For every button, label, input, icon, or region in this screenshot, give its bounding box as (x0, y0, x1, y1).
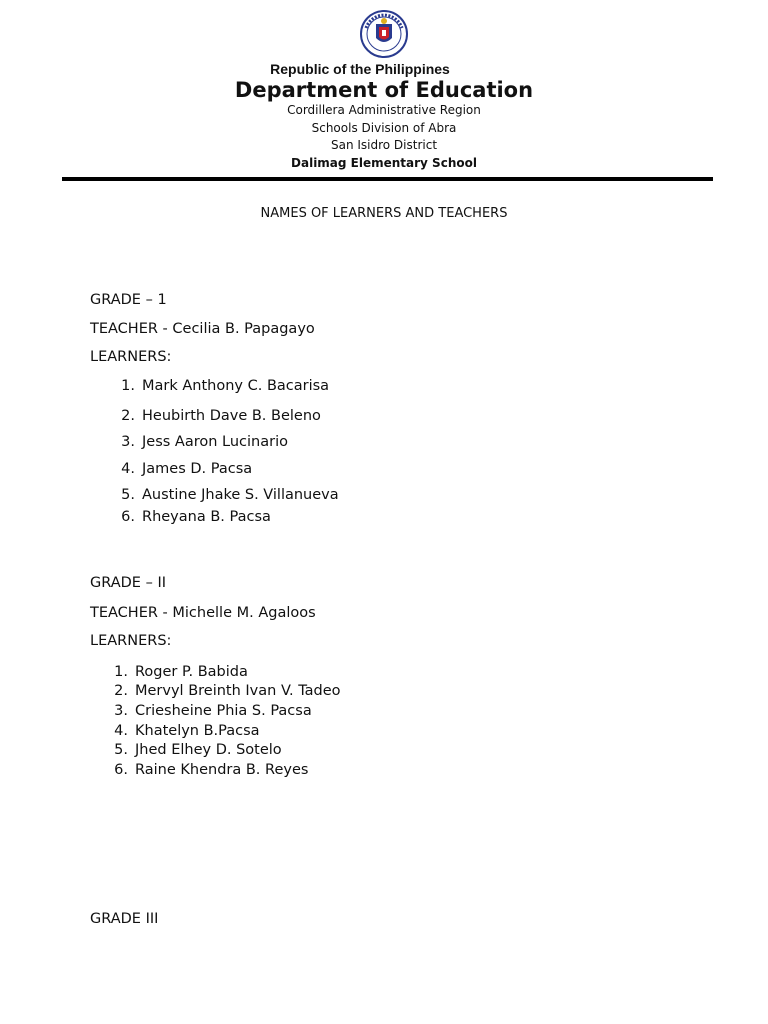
learner-name: Roger P. Babida (135, 664, 248, 680)
learner-name: Khatelyn B.Pacsa (135, 723, 260, 739)
learners-label: LEARNERS: (90, 349, 172, 365)
list-item (108, 742, 282, 758)
header-divider (62, 177, 713, 181)
list-item (115, 461, 252, 477)
learners-label: LEARNERS: (90, 633, 172, 649)
list-item (108, 703, 312, 719)
list-number: 2. (121, 408, 135, 424)
learner-name: Jhed Elhey D. Sotelo (135, 742, 282, 758)
list-number: 6. (114, 762, 128, 778)
grade-heading: GRADE – 1 (90, 292, 167, 308)
list-number: 3. (121, 434, 135, 450)
list-number: 5. (114, 742, 128, 758)
grade-heading: GRADE – II (90, 575, 166, 591)
list-number: 1. (121, 378, 135, 394)
learner-name: Criesheine Phia S. Pacsa (135, 703, 312, 719)
list-item (115, 509, 271, 525)
document-title: NAMES OF LEARNERS AND TEACHERS (260, 206, 508, 221)
learner-name: Jess Aaron Lucinario (142, 434, 288, 450)
learner-name: Rheyana B. Pacsa (142, 509, 271, 525)
list-item (115, 378, 329, 394)
list-number: 6. (121, 509, 135, 525)
learner-name: Mark Anthony C. Bacarisa (142, 378, 330, 394)
list-number: 1. (114, 664, 128, 680)
list-number: 2. (114, 683, 128, 699)
list-number: 4. (114, 723, 128, 739)
district-line: San Isidro District (330, 138, 438, 152)
region-line: Cordillera Administrative Region (287, 103, 481, 117)
list-number: 5. (121, 487, 135, 503)
learner-name: Austine Jhake S. Villanueva (142, 487, 339, 503)
learner-name: James D. Pacsa (142, 461, 253, 477)
learner-name: Heubirth Dave B. Beleno (142, 408, 321, 424)
division-line: Schools Division of Abra (311, 121, 457, 135)
school-name: Dalimag Elementary School (291, 156, 477, 170)
list-number: 4. (121, 461, 135, 477)
list-item (108, 762, 308, 778)
learner-name: Mervyl Breinth Ivan V. Tadeo (135, 683, 341, 699)
list-item (115, 434, 288, 450)
learner-name: Raine Khendra B. Reyes (135, 762, 309, 778)
deped-seal-logo (360, 10, 408, 58)
list-item (108, 664, 248, 680)
teacher-line: TEACHER - Michelle M. Agaloos (90, 605, 316, 621)
teacher-line: TEACHER - Cecilia B. Papagayo (90, 321, 315, 337)
list-item (108, 723, 260, 739)
list-number: 3. (114, 703, 128, 719)
list-item (108, 683, 341, 699)
republic-heading: Republic of the Philippines (270, 61, 450, 77)
department-heading: Department of Education (234, 78, 534, 102)
grade-heading: GRADE III (90, 911, 159, 927)
list-item (115, 487, 339, 503)
list-item (115, 408, 321, 424)
